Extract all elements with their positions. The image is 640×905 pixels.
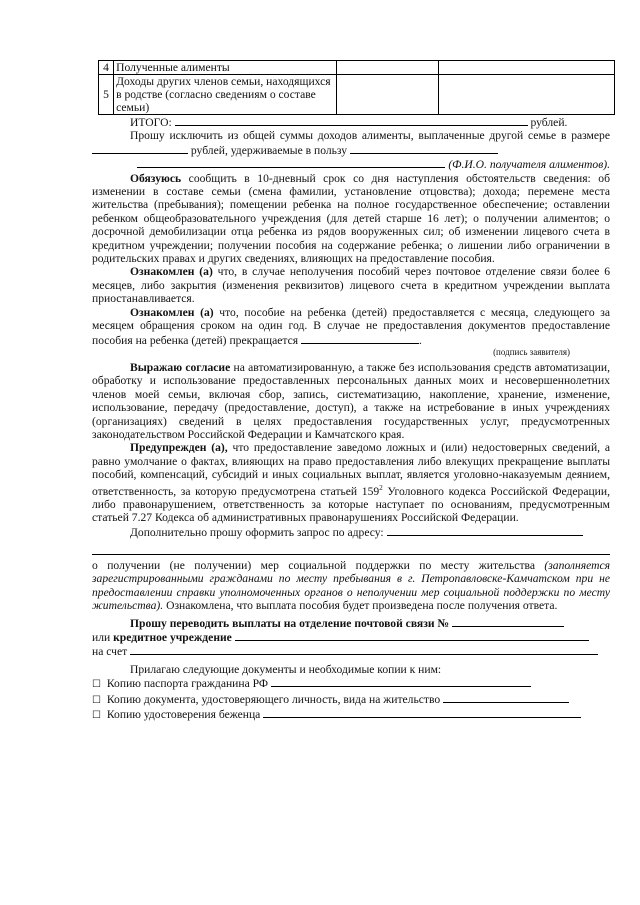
request-line: [92, 525, 610, 539]
account-label: на счет: [92, 645, 128, 659]
ack1-text: что, в случае неполучения пособий через почтовое отделение связи более 6 месяцев, либо закрытия (изменения реквизитов) лицевого счета в кредитном учреждении выплата приостанавливается.: [92, 265, 611, 306]
amount-cell[interactable]: [438, 61, 614, 75]
doc-item: [92, 676, 610, 691]
obligation-text: сообщить в 10-дневный срок со дня наступления обстоятельств сведения: об изменении в составе семьи (смена фамилии, установление отцовства); дохода; перемене места жительства (пребывания); помещении ребенка на полное государственное обеспечение; оставлении ребенком общеобразовательного учреждения (для детей старше 16 лет); о получении алиментов; о досрочной демобилизации отца ребенка из рядов вооруженных сил; об изменении лицевого счета в кредитном учреждении; получении пособия на содержание ребенка; о лишении либо ограничении в родительских правах и других сведениях, влияющих на предоставление пособия.: [92, 171, 610, 266]
request-address-field-2[interactable]: [92, 541, 610, 555]
ack1-paragraph: [92, 265, 610, 305]
alimony-recipient-field-2[interactable]: [137, 157, 445, 168]
doc-item-label: Копию документа, удостоверяющего личность, вида на жительство: [106, 692, 441, 706]
consent-text: на автоматизированную, а также без использования средств автоматизации, обработку и использование предоставленных персональных данных моих и несовершеннолетних членов моей семьи, включая сбор, запись, систематизацию, накопление, хранение, изменение, использование, передачу (предоставление, доступ), а также на истребование в иных учреждениях (организациях) сведений в целях предоставления государственных услуг, предусмотренных законодательством Российской Федерации и Камчатского края.: [92, 360, 610, 441]
row-name: Доходы других членов семьи, находящихся в родстве (согласно сведениям о составе семьи): [114, 75, 337, 115]
exclude-text-2: рублей, удерживаемые в пользу: [190, 143, 348, 157]
recipient-line: [92, 157, 610, 171]
ack2-text: что, пособие на ребенка (детей) предоставляется с месяца, следующего за месяцем обращения сроком на один год. В случае не предоставления документов предоставление пособия на ребенка (детей) прекращается: [92, 305, 610, 347]
credit-or: или: [92, 631, 114, 645]
alimony-recipient-field[interactable]: [350, 143, 498, 154]
exclude-paragraph: [92, 129, 610, 157]
post-office-field[interactable]: [452, 616, 564, 627]
warning-text: что предоставление заведомо ложных и (или) недостоверных сведений, а равно умолчание о фактах, влияющих на право предоставления либо влекущих прекращение выплаты пособий, компенсаций, субсидий и иных социальных выплат, является уголовно-наказуемым деянием, ответственность, за которую предусмотрена статьей 159: [92, 441, 610, 498]
itogo-label: ИТОГО:: [130, 116, 172, 129]
ack2-paragraph: Ознакомлен (а) что, пособие на ребенка (детей) предоставляется с месяца, следующего за месяцем обращения сроком на один год. В случае не предоставления документов предоставление пособия на ребенка (детей) прекращается .: [92, 305, 610, 347]
request-text: о получении (не получении) мер социальной поддержки по месту жительства: [92, 559, 545, 573]
warning-paragraph: [92, 441, 610, 524]
ack2-bold: Ознакомлен (а): [130, 305, 214, 319]
alimony-amount-field[interactable]: [92, 143, 188, 154]
row-number: 5: [99, 75, 114, 115]
request-text-2: Ознакомлена, что выплата пособия будет произведена после получения ответа.: [163, 599, 558, 613]
signature-field[interactable]: [301, 333, 419, 344]
row-number: 4: [99, 61, 114, 75]
itogo-line: [92, 115, 610, 129]
request-italic: (заполняется зарегистрированными гражданами по месту пребывания в г. Петропавловске-Камчатском при не предоставлении справки уполномоченных органов о неполучении мер социальной поддержки по месту жительства).: [92, 559, 610, 613]
amount-cell[interactable]: [336, 61, 438, 75]
warning-sup: 2: [379, 483, 383, 492]
checkbox-icon[interactable]: ☐: [92, 694, 101, 706]
application-form-page: [92, 60, 610, 723]
signature-hint: (подпись заявителя): [493, 346, 570, 357]
obligation-bold: Обязуюсь: [130, 171, 182, 185]
request-address-field[interactable]: [387, 525, 583, 536]
recipient-hint: (Ф.И.О. получателя алиментов).: [448, 158, 610, 172]
account-line: [92, 644, 610, 658]
doc-item-label: Копию паспорта гражданина РФ: [106, 677, 269, 691]
account-field[interactable]: [130, 644, 598, 655]
consent-bold: Выражаю согласие: [130, 360, 231, 374]
exclude-text: Прошу исключить из общей суммы доходов алименты, выплаченные другой семье в размере: [130, 129, 610, 143]
credit-label: кредитное учреждение: [113, 631, 232, 645]
transfer-line: [92, 616, 610, 630]
credit-institution-field[interactable]: [235, 630, 589, 641]
amount-cell[interactable]: [438, 75, 614, 115]
income-table: [98, 60, 615, 115]
doc-item-field[interactable]: [443, 692, 569, 703]
doc-item: [92, 707, 610, 722]
request-label: Дополнительно прошу оформить запрос по адресу:: [130, 525, 384, 539]
table-row: [99, 61, 615, 75]
consent-paragraph: [92, 361, 610, 441]
itogo-field[interactable]: [175, 115, 528, 126]
table-row: [99, 75, 615, 115]
checkbox-icon[interactable]: ☐: [92, 710, 101, 722]
doc-item: [92, 692, 610, 707]
itogo-unit: рублей.: [530, 116, 568, 129]
doc-item-label: Копию удостоверения беженца: [106, 708, 261, 722]
docs-intro: Прилагаю следующие документы и необходимые копии к ним:: [130, 662, 442, 676]
row-name: Полученные алименты: [114, 61, 337, 75]
warning-bold: Предупрежден (а),: [130, 441, 228, 455]
checkbox-icon[interactable]: ☐: [92, 679, 101, 691]
transfer-bold: Прошу переводить выплаты на отделение почтовой связи №: [130, 616, 450, 630]
amount-cell[interactable]: [336, 75, 438, 115]
warning-text-2: Уголовного кодекса Российской Федерации, либо правонарушением, ответственность за которые наступает по основаниям, предусмотренным статьей 7.27 Кодекса об административных правонарушениях Российской Федерации.: [92, 484, 610, 525]
doc-item-field[interactable]: [271, 676, 531, 687]
ack1-bold: Ознакомлен (а): [130, 265, 213, 279]
doc-item-field[interactable]: [263, 707, 581, 718]
credit-line: [92, 630, 610, 644]
request-paragraph: [92, 559, 610, 613]
obligation-paragraph: [92, 172, 610, 266]
